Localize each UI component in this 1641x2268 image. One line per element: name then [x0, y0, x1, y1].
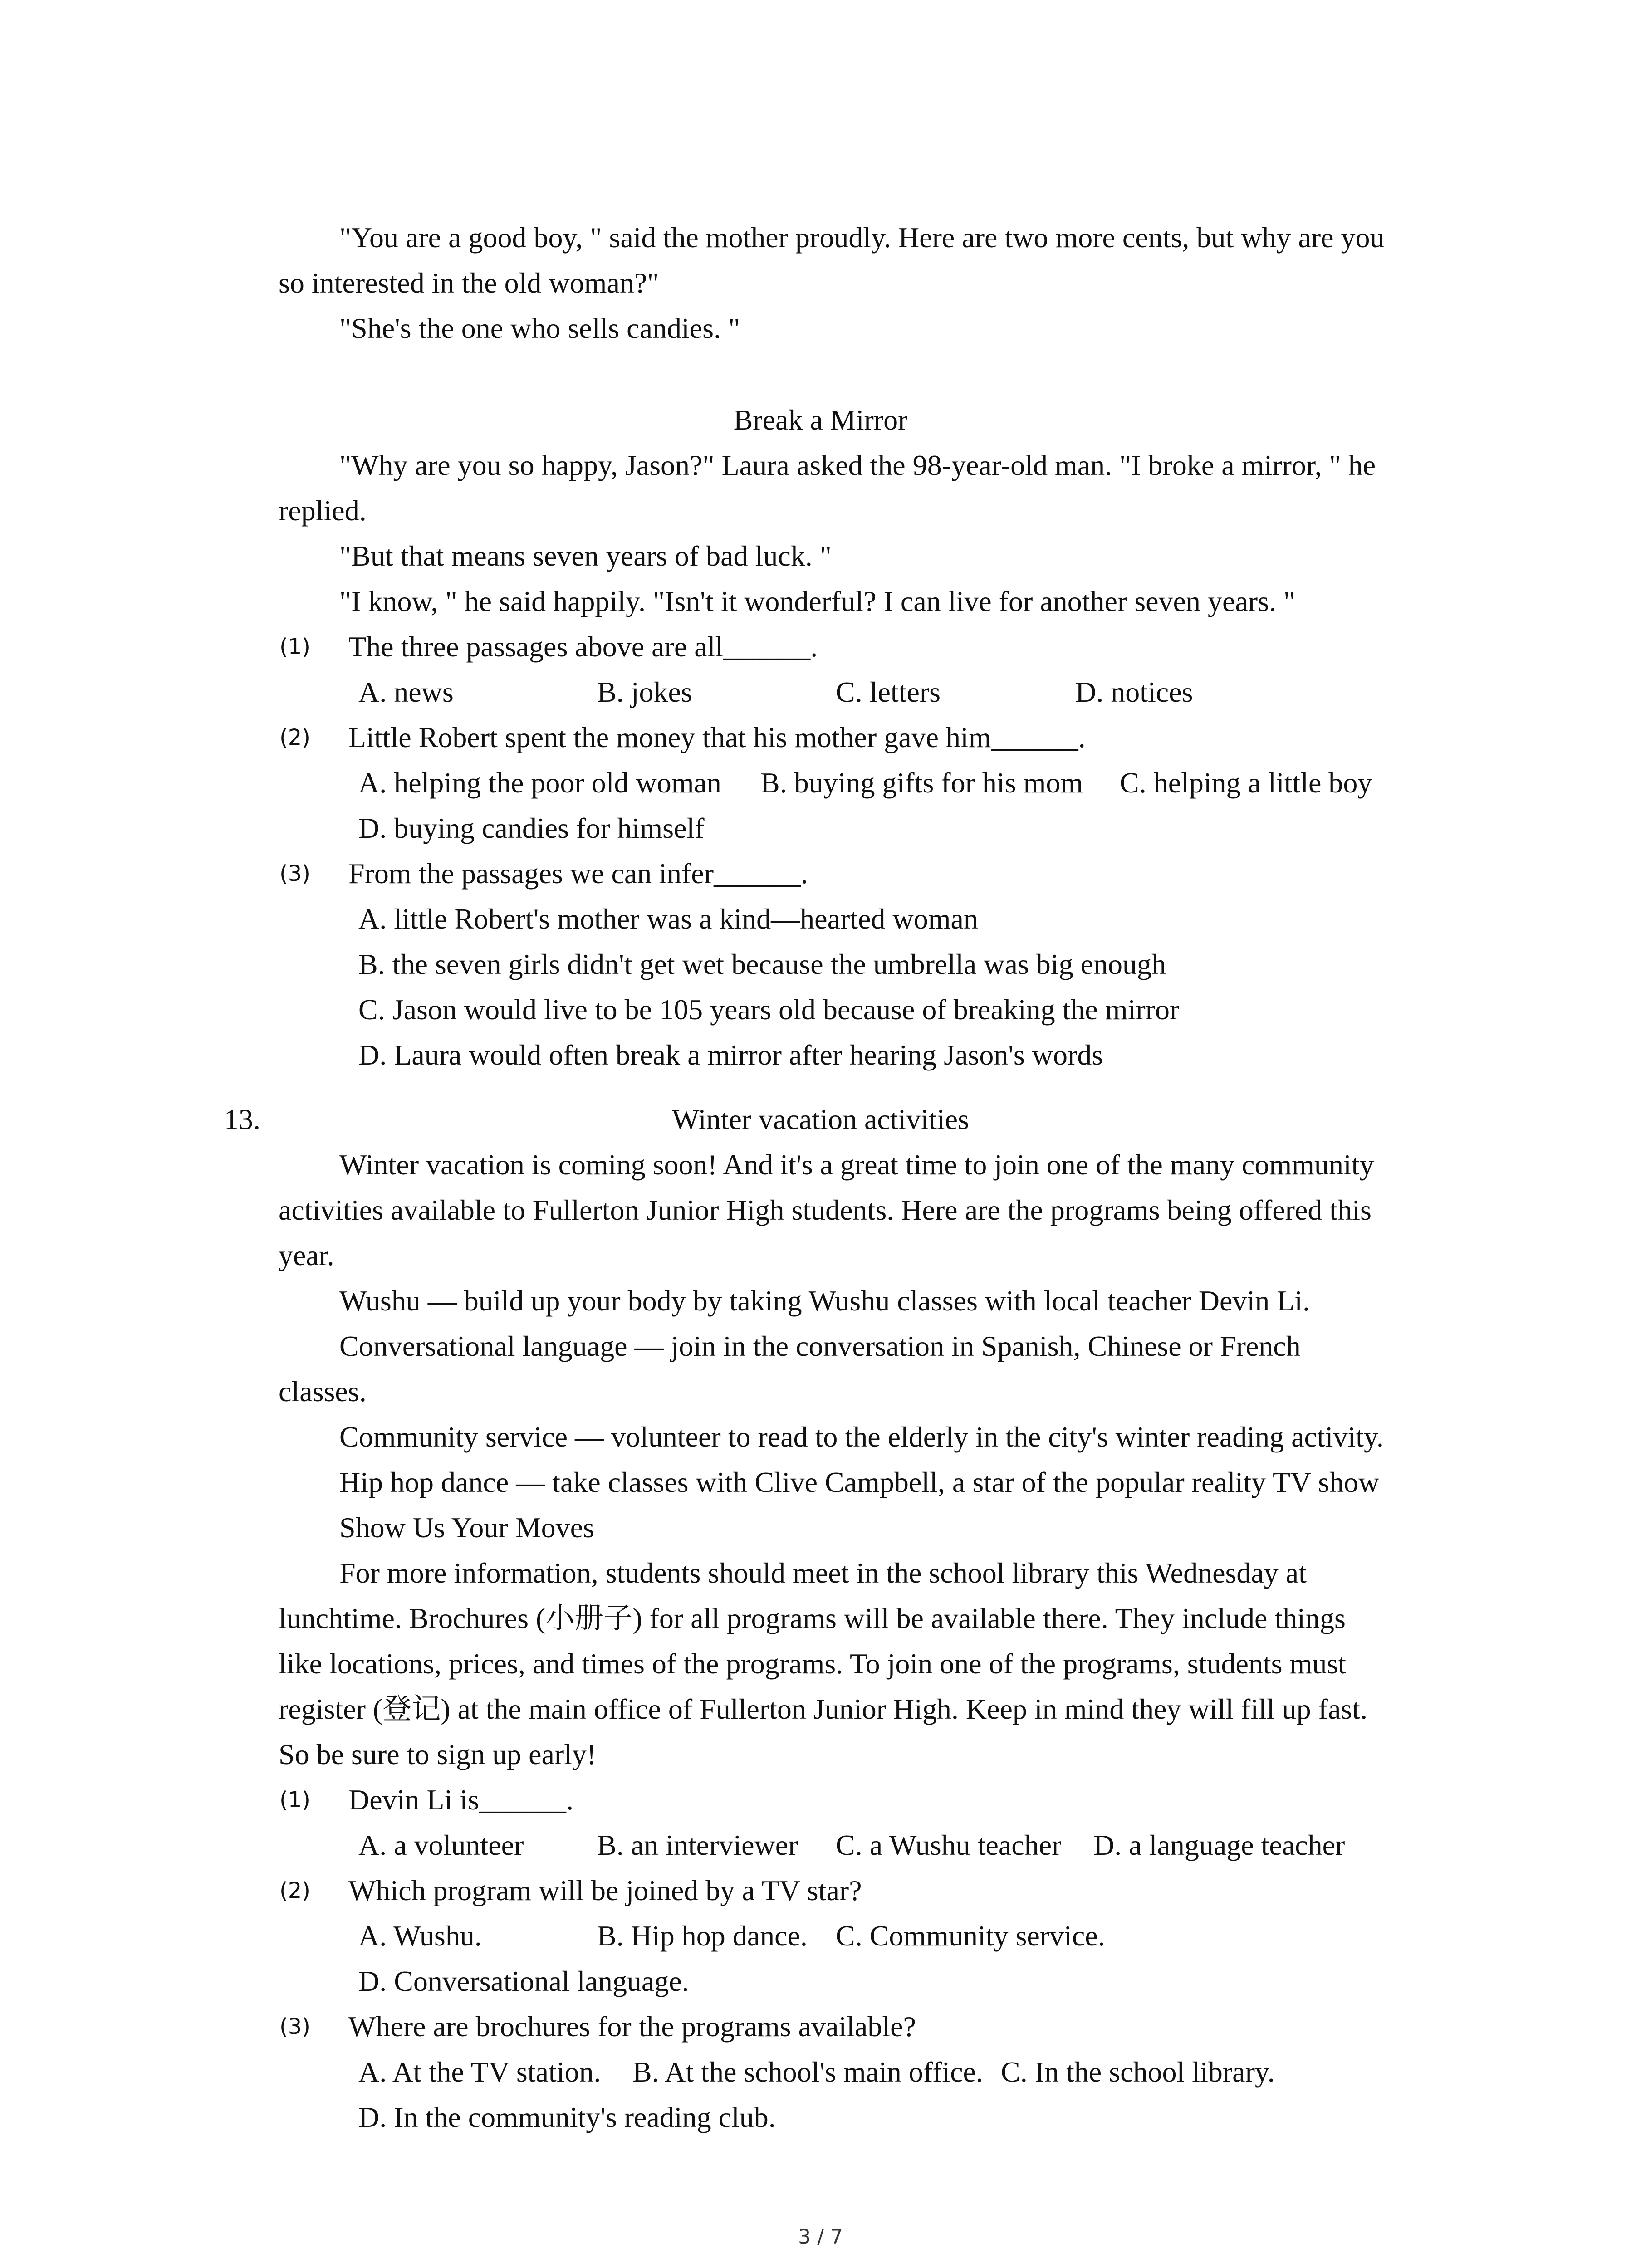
question-number: 13.	[224, 1103, 260, 1135]
question-text: Which program will be joined by a TV star?	[348, 1874, 862, 1906]
question-number: (1)	[279, 1787, 310, 1813]
question-text: Devin Li is______.	[348, 1784, 573, 1816]
answer-option[interactable]: C. a Wushu teacher	[836, 1829, 1062, 1861]
passage-text: For more information, students should meet in the school library this Wednesday at	[339, 1557, 1307, 1589]
question-number: (3)	[279, 2014, 310, 2039]
answer-option[interactable]: A. little Robert's mother was a kind—hearted woman	[358, 903, 978, 935]
answer-option[interactable]: C. Community service.	[836, 1920, 1105, 1952]
answer-option[interactable]: A. news	[358, 676, 454, 708]
passage-text: Community service — volunteer to read to the elderly in the city's winter reading activity.	[339, 1421, 1384, 1453]
passage-title: Break a Mirror	[733, 404, 908, 436]
page-number: 3 / 7	[798, 2225, 843, 2248]
question-number: (2)	[279, 725, 310, 750]
question-number: (3)	[279, 861, 310, 886]
question-text: Little Robert spent the money that his mother gave him______.	[348, 721, 1086, 753]
answer-option[interactable]: B. jokes	[597, 676, 692, 708]
answer-option[interactable]: D. Conversational language.	[358, 1965, 689, 1997]
answer-option[interactable]: B. At the school's main office.	[632, 2056, 983, 2088]
passage-text: register (登记) at the main office of Fullerton Junior High. Keep in mind they will fill up fast.	[279, 1693, 1368, 1725]
answer-option[interactable]: C. In the school library.	[1001, 2056, 1275, 2088]
passage-text: activities available to Fullerton Junior High students. Here are the programs being offered this	[279, 1194, 1372, 1226]
passage-text: classes.	[279, 1375, 367, 1408]
passage-text: so interested in the old woman?"	[279, 267, 659, 299]
answer-option[interactable]: A. a volunteer	[358, 1829, 524, 1861]
answer-option[interactable]: A. At the TV station.	[358, 2056, 601, 2088]
passage-text: replied.	[279, 494, 367, 527]
passage-text: like locations, prices, and times of the programs. To join one of the programs, students must	[279, 1647, 1347, 1680]
answer-option[interactable]: D. Laura would often break a mirror after hearing Jason's words	[358, 1039, 1103, 1071]
passage-text: "But that means seven years of bad luck. "	[339, 540, 832, 572]
passage-title: Winter vacation activities	[672, 1103, 969, 1135]
passage-text: So be sure to sign up early!	[279, 1738, 597, 1770]
question-text: From the passages we can infer______.	[348, 857, 808, 890]
question-text: The three passages above are all______.	[348, 631, 818, 663]
passage-text: Show Us Your Moves	[339, 1511, 594, 1544]
answer-option[interactable]: A. helping the poor old woman	[358, 767, 721, 799]
question-text: Where are brochures for the programs available?	[348, 2010, 916, 2043]
answer-option[interactable]: D. In the community's reading club.	[358, 2101, 776, 2133]
passage-text: year.	[279, 1239, 334, 1271]
answer-option[interactable]: C. letters	[836, 676, 941, 708]
answer-option[interactable]: D. notices	[1075, 676, 1193, 708]
passage-text: Hip hop dance — take classes with Clive Campbell, a star of the popular reality TV show	[339, 1466, 1380, 1498]
answer-option[interactable]: A. Wushu.	[358, 1920, 482, 1952]
passage-text: Wushu — build up your body by taking Wushu classes with local teacher Devin Li.	[339, 1285, 1310, 1317]
question-number: (2)	[279, 1878, 310, 1903]
passage-text: Winter vacation is coming soon! And it's a great time to join one of the many community	[339, 1149, 1374, 1181]
answer-option[interactable]: B. Hip hop dance.	[597, 1920, 808, 1952]
passage-text: "You are a good boy, " said the mother proudly. Here are two more cents, but why are you	[339, 221, 1385, 254]
answer-option[interactable]: B. an interviewer	[597, 1829, 798, 1861]
answer-option[interactable]: D. a language teacher	[1093, 1829, 1345, 1861]
passage-text: "She's the one who sells candies. "	[339, 312, 740, 344]
passage-text: lunchtime. Brochures (小册子) for all programs will be available there. They include things	[279, 1602, 1346, 1634]
passage-text: "Why are you so happy, Jason?" Laura asked the 98-year-old man. "I broke a mirror, " he	[339, 449, 1376, 481]
answer-option[interactable]: D. buying candies for himself	[358, 812, 705, 844]
passage-text: Conversational language — join in the conversation in Spanish, Chinese or French	[339, 1330, 1301, 1362]
answer-option[interactable]: C. helping a little boy	[1120, 767, 1372, 799]
question-number: (1)	[279, 634, 310, 660]
answer-option[interactable]: B. the seven girls didn't get wet because the umbrella was big enough	[358, 948, 1166, 980]
passage-text: "I know, " he said happily. "Isn't it wonderful? I can live for another seven years. "	[339, 585, 1296, 617]
answer-option[interactable]: C. Jason would live to be 105 years old because of breaking the mirror	[358, 993, 1180, 1026]
answer-option[interactable]: B. buying gifts for his mom	[760, 767, 1083, 799]
